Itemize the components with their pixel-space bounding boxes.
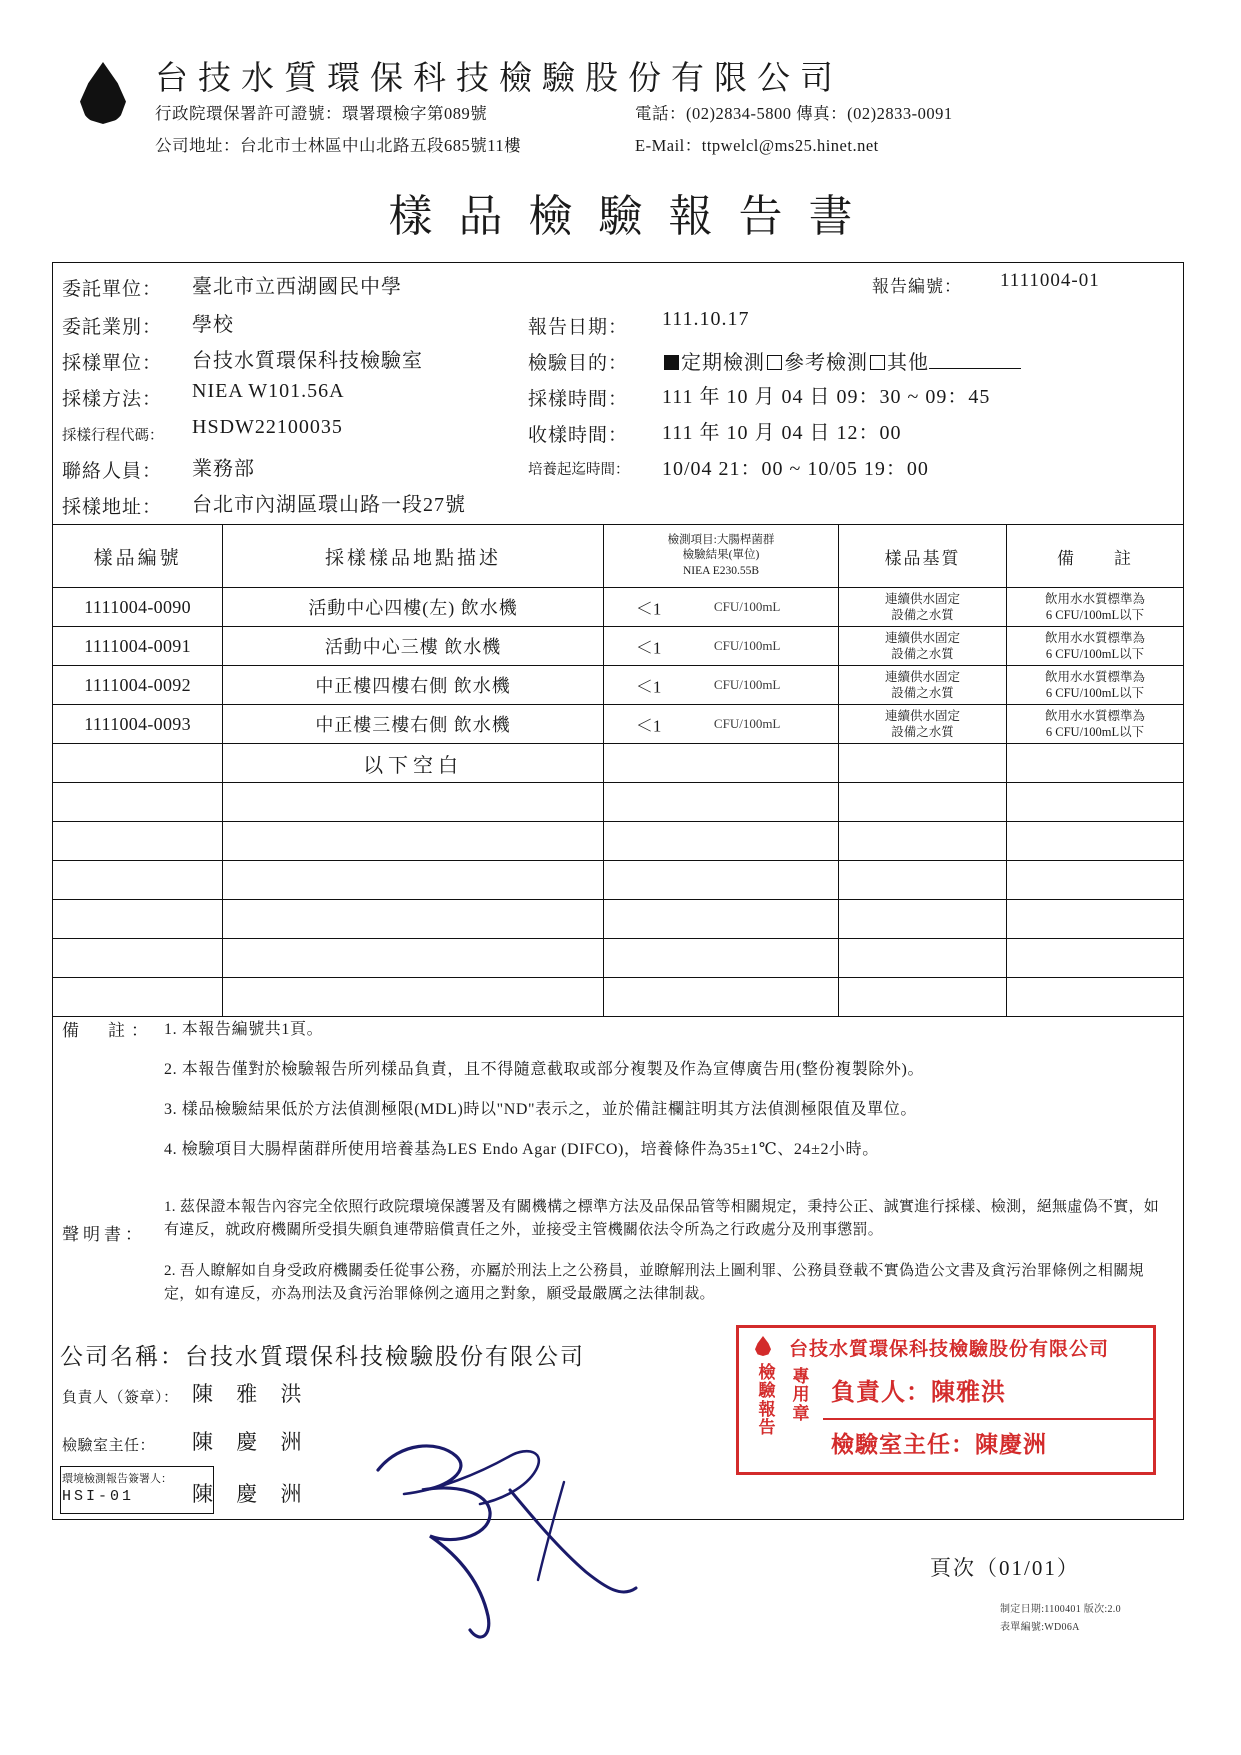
cell-location: 活動中心三樓 飲水機: [223, 627, 604, 666]
stamp-company-name: 台技水質環保科技檢驗股份有限公司: [788, 1338, 1109, 1360]
value-sampling-address: 台北市內湖區環山路一段27號: [192, 494, 466, 516]
value-responsible-person: 陳 雅 洪: [192, 1382, 311, 1406]
label-incubation-time: 培養起迄時間：: [528, 462, 630, 478]
statement-item: 2. 吾人瞭解如自身受政府機關委任從事公務，亦屬於刑法上之公務員，並瞭解刑法上圖利罪、公務員登載不實偽造公文書及貪污治罪條例之相關規定，如有違反，亦為刑法及貪污治罪條例之適用之對象，願受最嚴厲之法律制裁。: [164, 1263, 1144, 1303]
label-sampling-method: 採樣方法：: [62, 389, 163, 410]
value-incubation-time: 10/04 21：00 ~ 10/05 19：00: [662, 458, 929, 480]
col-note: 備 註: [1007, 525, 1184, 588]
statement-title: 聲明書：: [62, 1225, 146, 1244]
label-purpose: 檢驗目的：: [528, 353, 629, 374]
cell-location: 中正樓三樓右側 飲水機: [223, 705, 604, 744]
col-sample-id: 樣品編號: [53, 525, 223, 588]
value-contact: 業務部: [192, 458, 255, 480]
table-row-empty: [53, 939, 1184, 978]
table-row: [53, 627, 1184, 666]
document-header: [60, 40, 1180, 175]
value-client-unit: 臺北市立西湖國民中學: [192, 276, 402, 298]
cell-blank-note: 以下空白: [223, 744, 604, 783]
label-responsible-person: 負責人（簽章）：: [62, 1390, 179, 1406]
label-report-date: 報告日期：: [528, 317, 629, 338]
cell-sample-id: 1111004-0090: [53, 588, 223, 627]
value-client-type: 學校: [192, 314, 234, 336]
table-row: [53, 588, 1184, 627]
cell-note: 飲用水水質標準為 6 CFU/100mL以下: [1007, 588, 1184, 627]
page-number: 頁次（01/01）: [930, 1556, 1080, 1580]
checkbox-reference[interactable]: [767, 355, 782, 370]
cell-sample-id: 1111004-0093: [53, 705, 223, 744]
value-sampling-unit: 台技水質環保科技檢驗室: [192, 350, 423, 372]
value-receive-time: 111 年 10 月 04 日 12：00: [662, 422, 902, 444]
purpose-options: 定期檢測 參考檢測 其他: [662, 346, 1021, 375]
signature-company: 公司名稱：台技水質環保科技檢驗股份有限公司: [60, 1344, 585, 1369]
table-header-row: [53, 525, 1184, 588]
label-lab-director: 檢驗室主任：: [62, 1438, 156, 1454]
water-drop-icon: [80, 62, 126, 124]
footer-revision: 制定日期:1100401 版次:2.0: [1000, 1604, 1121, 1615]
cell-note: 飲用水水質標準為 6 CFU/100mL以下: [1007, 666, 1184, 705]
value-report-date: 111.10.17: [662, 308, 750, 330]
label-sampling-address: 採樣地址：: [62, 497, 163, 518]
value-route-code: HSDW22100035: [192, 416, 343, 438]
table-row-blank-marker: [53, 744, 1184, 783]
stamp-responsible-person: 負責人：陳雅洪: [831, 1377, 1006, 1406]
col-result: 檢測項目:大腸桿菌群 檢驗結果(單位) NIEA E230.55B: [603, 525, 838, 588]
cell-sample-id: 1111004-0091: [53, 627, 223, 666]
table-row-empty: [53, 783, 1184, 822]
stamp-vertical-right: 專用章: [792, 1367, 810, 1424]
label-sampling-unit: 採樣單位：: [62, 353, 163, 374]
remark-item: 2. 本報告僅對於檢驗報告所列樣品負責，且不得隨意截取或部分複製及作為宣傳廣告用(整份複製除外)。: [164, 1061, 925, 1078]
cell-location: 中正樓四樓右側 飲水機: [223, 666, 604, 705]
cell-empty: [603, 744, 838, 783]
cell-note: 飲用水水質標準為 6 CFU/100mL以下: [1007, 705, 1184, 744]
stamp-lab-director: 檢驗室主任：陳慶洲: [831, 1431, 1047, 1458]
cell-sample-id: 1111004-0092: [53, 666, 223, 705]
value-sampling-method: NIEA W101.56A: [192, 380, 345, 402]
phone-line: 電話：(02)2834-5800 傳真：(02)2833-0091: [635, 104, 953, 123]
label-receive-time: 收樣時間：: [528, 425, 629, 446]
company-name-heading: 台技水質環保科技檢驗股份有限公司: [155, 58, 843, 97]
statement-section: [52, 1196, 1184, 1326]
license-line: 行政院環保署許可證號：環署環檢字第089號: [155, 104, 488, 123]
table-row: [53, 666, 1184, 705]
value-report-signer: 陳 慶 洲: [192, 1482, 311, 1506]
table-row-empty: [53, 822, 1184, 861]
cell-material: 連續供水固定 設備之水質: [839, 588, 1007, 627]
cell-material: 連續供水固定 設備之水質: [839, 627, 1007, 666]
footer-form-code: 表單編號:WD06A: [1000, 1622, 1080, 1633]
remark-item: 3. 樣品檢驗結果低於方法偵測極限(MDL)時以"ND"表示之，並於備註欄註明其方法偵測極限值及單位。: [164, 1101, 917, 1118]
info-block: [52, 262, 1184, 524]
label-contact: 聯絡人員：: [62, 461, 163, 482]
checkbox-other[interactable]: [870, 355, 885, 370]
table-row-empty: [53, 900, 1184, 939]
label-sampling-time: 採樣時間：: [528, 389, 629, 410]
table-row-empty: [53, 861, 1184, 900]
value-lab-director: 陳 慶 洲: [192, 1430, 311, 1454]
remarks-title: 備 註：: [62, 1021, 154, 1040]
stamp-divider: [823, 1418, 1153, 1420]
cell-material: 連續供水固定 設備之水質: [839, 705, 1007, 744]
label-report-no: 報告編號：: [872, 277, 962, 296]
col-location-desc: 採樣樣品地點描述: [223, 525, 604, 588]
cell-result: ＜1 CFU/100mL: [603, 588, 838, 627]
cell-result: ＜1 CFU/100mL: [603, 627, 838, 666]
label-client-type: 委託業別：: [62, 317, 163, 338]
cell-result: ＜1 CFU/100mL: [603, 705, 838, 744]
cell-result: ＜1 CFU/100mL: [603, 666, 838, 705]
remark-item: 1. 本報告編號共1頁。: [164, 1021, 324, 1038]
address-line: 公司地址：台北市士林區中山北路五段685號11樓: [155, 136, 522, 155]
email-line: E-Mail：ttpwelcl@ms25.hinet.net: [635, 136, 879, 155]
value-signer-code: HSI-01: [62, 1488, 135, 1505]
table-row: [53, 705, 1184, 744]
col-material: 樣品基質: [839, 525, 1007, 588]
cell-location: 活動中心四樓(左) 飲水機: [223, 588, 604, 627]
label-report-signer: 環境檢測報告簽署人：: [62, 1473, 172, 1485]
remark-item: 4. 檢驗項目大腸桿菌群所使用培養基為LES Endo Agar (DIFCO)，培養條件為35±1℃、24±2小時。: [164, 1141, 879, 1158]
remarks-section: [52, 1010, 1184, 1185]
stamp-vertical-left: 檢驗報告: [758, 1363, 776, 1439]
official-stamp: [736, 1325, 1156, 1475]
label-route-code: 採樣行程代碼：: [62, 428, 164, 444]
value-sampling-time: 111 年 10 月 04 日 09：30 ~ 09：45: [662, 386, 991, 408]
cell-material: 連續供水固定 設備之水質: [839, 666, 1007, 705]
checkbox-periodic[interactable]: [664, 355, 679, 370]
cell-empty: [1007, 744, 1184, 783]
cell-note: 飲用水水質標準為 6 CFU/100mL以下: [1007, 627, 1184, 666]
label-client-unit: 委託單位：: [62, 279, 163, 300]
page-title: 樣品檢驗報告書: [388, 191, 879, 242]
results-table: [52, 524, 1184, 1017]
cell-empty: [53, 744, 223, 783]
statement-item: 1. 茲保證本報告內容完全依照行政院環境保護署及有關機構之標準方法及品保品管等相關規定，秉持公正、誠實進行採樣、檢測，絕無虛偽不實，如有違反，就政府機關所受損失願負連帶賠償責任之外，並接受主管機關依法令所為之行政處分及刑事懲罰。: [164, 1199, 1160, 1239]
cell-empty: [839, 744, 1007, 783]
value-report-no: 1111004-01: [1000, 270, 1100, 291]
table-body: [53, 588, 1184, 1017]
